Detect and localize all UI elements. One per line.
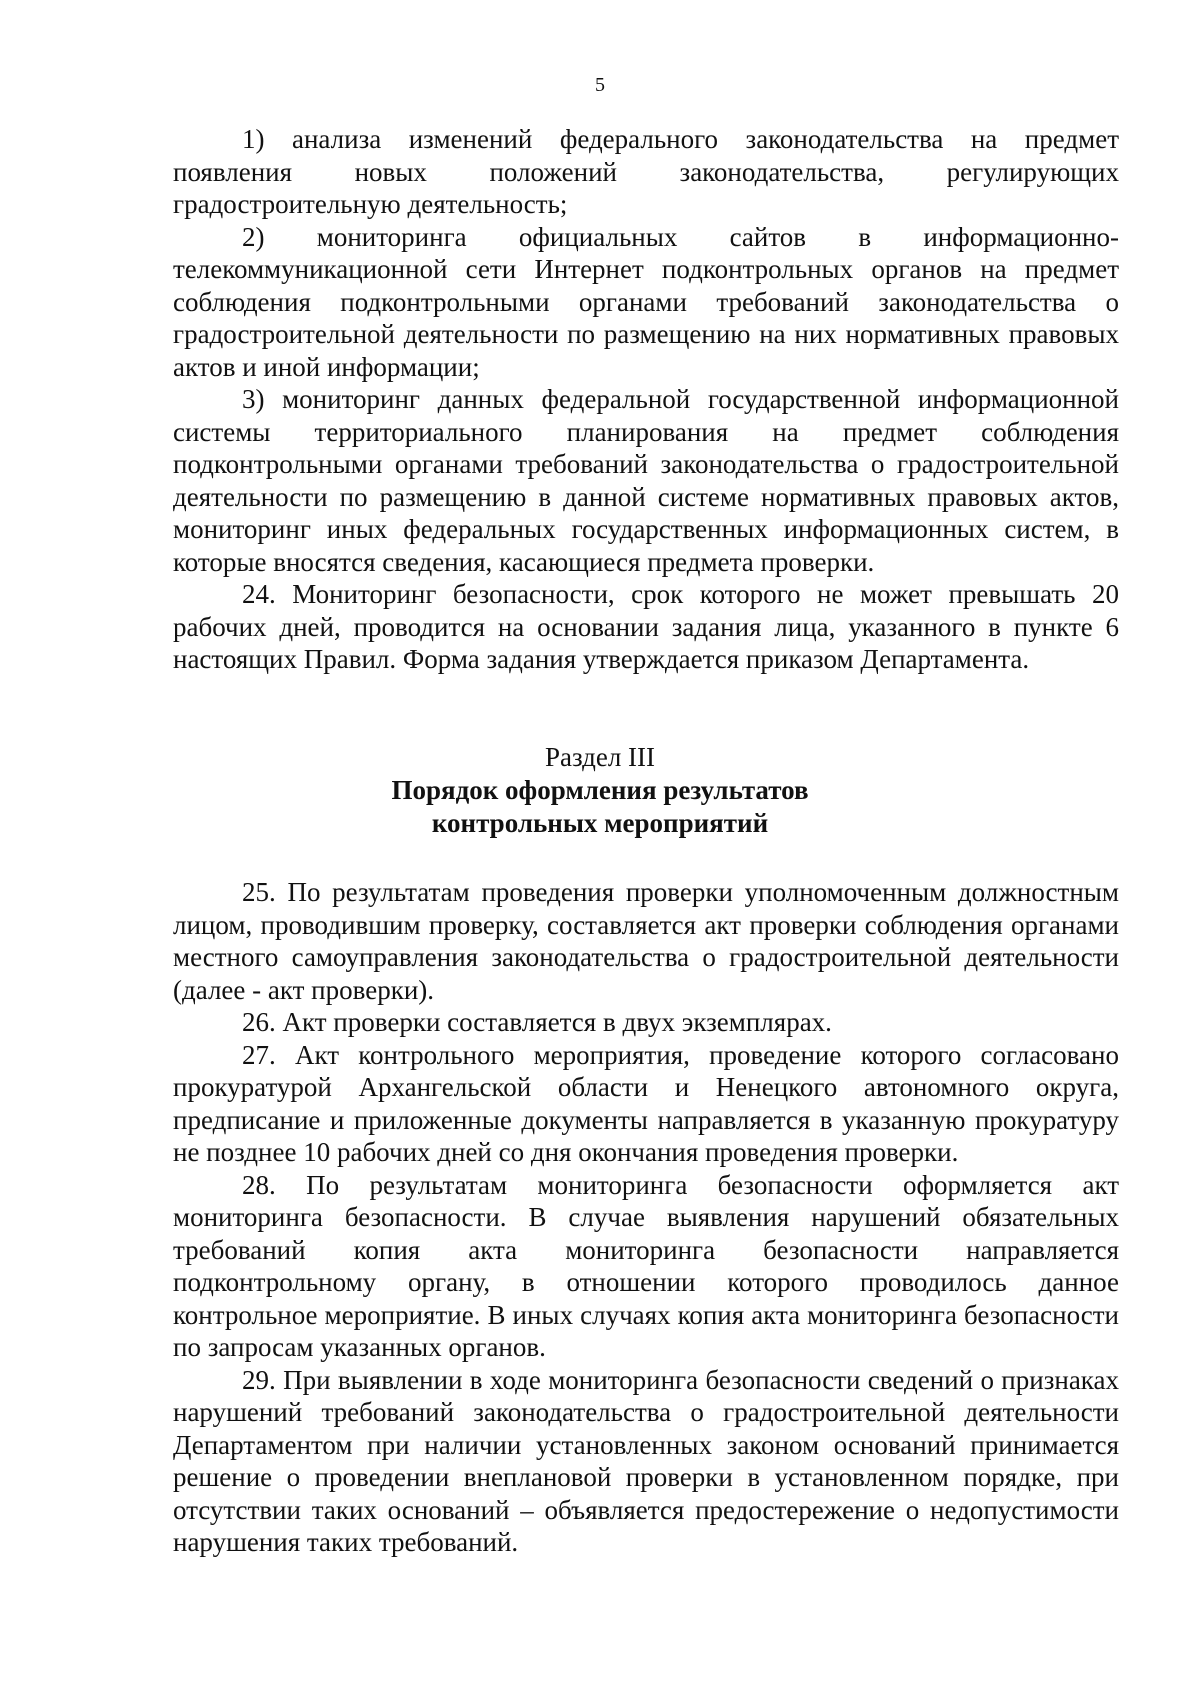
paragraph-25: 25. По результатам проведения проверки уполномоченным должностным лицом, проводившим проверку, составляется акт проверки соблюдения органами местного самоуправления законодательства о градостроительной деятельности (далее - акт проверки). [173, 877, 1119, 1005]
section-heading [0, 741, 1200, 840]
paragraph-item-3: 3) мониторинг данных федеральной государственной информационной системы территориального планирования на предмет соблюдения подконтрольными органами требований законодательства о градостроительной деятельности по размещению в данной системе нормативных правовых актов, мониторинг иных федеральных государственных информационных систем, в которые вносятся сведения, касающиеся предмета проверки. [173, 384, 1119, 577]
page-number: 5 [595, 74, 605, 96]
section-title-line-1: Порядок оформления результатов [391, 775, 809, 805]
paragraph-item-1: 1) анализа изменений федерального законодательства на предмет появления новых положений законодательства, регулирующих градостроительную деятельность; [173, 124, 1119, 219]
paragraph-27: 27. Акт контрольного мероприятия, проведение которого согласовано прокуратурой Архангельской области и Ненецкого автономного округа, предписание и приложенные документы направляется в указанную прокуратуру не позднее 10 рабочих дней со дня окончания проведения проверки. [173, 1039, 1119, 1167]
body-text-bottom [173, 876, 1119, 1559]
paragraph-28: 28. По результатам мониторинга безопасности оформляется акт мониторинга безопасности. В случае выявления нарушений обязательных требований копия акта мониторинга безопасности направляется подконтрольному органу, в отношении которого проводилось данное контрольное мероприятие. В иных случаях копия акта мониторинга безопасности по запросам указанных органов. [173, 1169, 1119, 1362]
paragraph-29: 29. При выявлении в ходе мониторинга безопасности сведений о признаках нарушений требований законодательства о градостроительной деятельности Департаментом при наличии установленных законом оснований принимается решение о проведении внеплановой проверки в установленном порядке, при отсутствии таких оснований – объявляется предостережение о недопустимости нарушения таких требований. [173, 1364, 1119, 1557]
section-title-line-2: контрольных мероприятий [431, 808, 769, 838]
section-number: Раздел III [544, 742, 656, 772]
paragraph-24: 24. Мониторинг безопасности, срок которого не может превышать 20 рабочих дней, проводится на основании задания лица, указанного в пункте 6 настоящих Правил. Форма задания утверждается приказом Департамента. [173, 579, 1119, 674]
body-text-top [173, 123, 1119, 676]
paragraph-26: 26. Акт проверки составляется в двух экземплярах. [242, 1007, 832, 1037]
paragraph-item-2: 2) мониторинга официальных сайтов в информационно-телекоммуникационной сети Интернет подконтрольных органов на предмет соблюдения подконтрольными органами требований законодательства о градостроительной деятельности по размещению на них нормативных правовых актов и иной информации; [173, 221, 1119, 382]
